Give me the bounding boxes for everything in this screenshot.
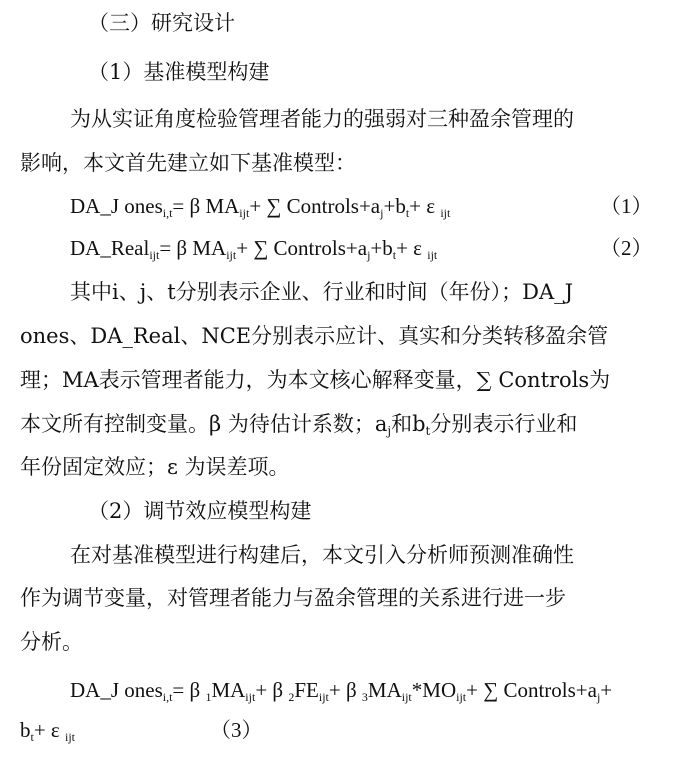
- subsection-heading-2: （2）调节效应模型构建: [88, 499, 312, 523]
- paragraph-1-line-1: 为从实证角度检验管理者能力的强弱对三种盈余管理的: [70, 107, 574, 131]
- paragraph-3-line-2: 作为调节变量，对管理者能力与盈余管理的关系进行进一步: [20, 586, 566, 610]
- paragraph-2-line-1: 其中i、j、t分别表示企业、行业和时间（年份）；DA_J: [70, 280, 574, 304]
- equation-1-number: （1）: [600, 194, 653, 218]
- equation-2: DA_Real$_{ijt}$= β $MA_{ijt}+$ ∑ $Controls+a_j+b_t+ \varepsilon$ $_{ijt}$: [70, 236, 438, 262]
- paragraph-3-line-3: 分析。: [20, 630, 83, 654]
- paragraph-2-line-2: ones、DA_Real、NCE分别表示应计、真实和分类转移盈余管: [20, 324, 609, 348]
- paragraph-1-line-2: 影响，本文首先建立如下基准模型：: [20, 151, 356, 175]
- equation-1: DA_J ones$_{i,t}$= β $MA_{ijt}+$ ∑ $Controls+a_j+b_t+ \varepsilon$ $_{ijt}$: [70, 194, 451, 220]
- paragraph-2-line-5: 年份固定效应；ε 为误差项。: [20, 455, 290, 479]
- equation-3-number: （3）: [210, 718, 263, 742]
- equation-3-line-2: $b_t+ \varepsilon$ $_{ijt}$: [20, 718, 76, 744]
- paragraph-3-line-1: 在对基准模型进行构建后，本文引入分析师预测准确性: [70, 543, 574, 567]
- equation-3-line-1: DA_J ones$_{i,t}$= β $_1MA_{ijt}+ \beta$ $_2FE_{ijt}+ \beta$ $_3MA_{ijt}*MO_{ijt}+$ ∑ $Controls+a_j+$: [70, 678, 613, 704]
- subsection-heading-1: （1）基准模型构建: [88, 60, 270, 84]
- section-heading: （三）研究设计: [88, 11, 235, 35]
- equation-2-number: （2）: [600, 236, 653, 260]
- paragraph-2-line-4: 本文所有控制变量。β 为待估计系数；$a_j$和$b_t$分别表示行业和: [20, 412, 578, 438]
- paragraph-2-line-3: 理；MA表示管理者能力，为本文核心解释变量，∑ Controls为: [20, 368, 611, 392]
